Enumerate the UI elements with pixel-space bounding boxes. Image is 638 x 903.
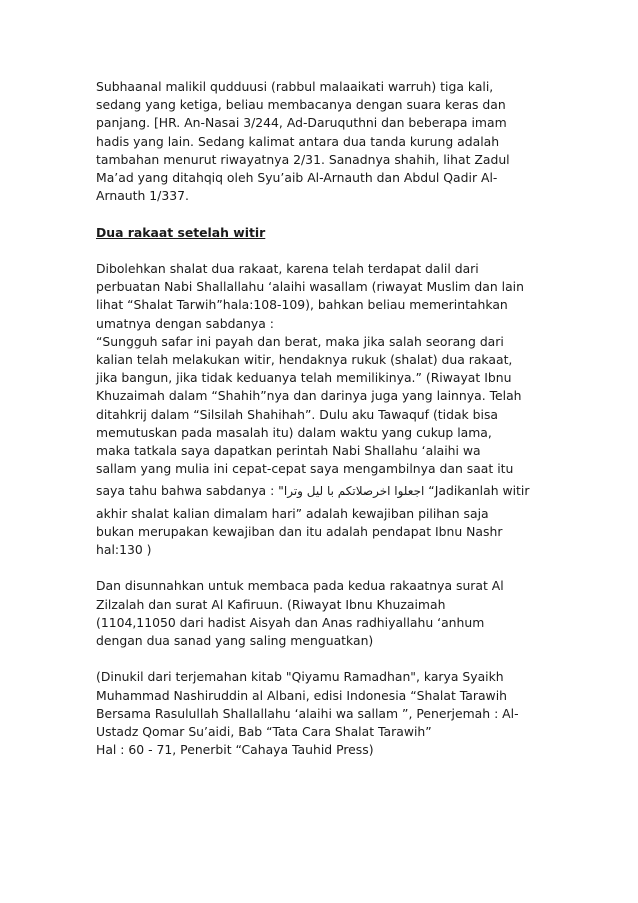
paragraph-source xyxy=(96,668,548,759)
text-line: umatnya dengan sabdanya : xyxy=(96,315,274,331)
text-line: memutuskan pada masalah itu) dalam waktu yang cukup lama, xyxy=(96,424,492,440)
text-line: lihat “Shalat Tarwih”hala:108-109), bahkan beliau memerintahkan xyxy=(96,297,508,313)
text-line: Hal : 60 - 71, Penerbit “Cahaya Tauhid Press) xyxy=(96,742,374,758)
text-line: sallam yang mulia ini cepat-cepat saya mengambilnya dan saat itu xyxy=(96,461,514,477)
document-page xyxy=(96,78,548,778)
text-line: Ustadz Qomar Su’aidi, Bab “Tata Cara Shalat Tarawih” xyxy=(96,724,432,740)
section-heading: Dua rakaat setelah witir xyxy=(96,224,266,240)
paragraph-sunnah xyxy=(96,577,548,650)
text-line: sedang yang ketiga, beliau membacanya dengan suara keras dan xyxy=(96,97,506,113)
text-line: hadis yang lain. Sedang kalimat antara dua tanda kurung adalah xyxy=(96,133,500,149)
text-line: perbuatan Nabi Shallallahu ‘alaihi wasallam (riwayat Muslim dan lain xyxy=(96,279,524,295)
text-line: Khuzaimah dalam “Shahih”nya dan darinya juga yang lainnya. Telah xyxy=(96,388,522,404)
text-line: Ma’ad yang ditahqiq oleh Syu’aib Al-Arnauth dan Abdul Qadir Al- xyxy=(96,170,498,186)
text-line: bukan merupakan kewajiban dan itu adalah pendapat Ibnu Nashr xyxy=(96,523,503,539)
text-line: (1104,11050 dari hadist Aisyah dan Anas radhiyallahu ‘anhum xyxy=(96,614,485,630)
arabic-quote-line xyxy=(96,482,548,500)
text-line: ditahkrij dalam “Silsilah Shahihah”. Dulu aku Tawaquf (tidak bisa xyxy=(96,406,499,422)
text-line: Zilzalah dan surat Al Kafiruun. (Riwayat Ibnu Khuzaimah xyxy=(96,596,446,612)
text-line: kalian telah melakukan witir, hendaknya rukuk (shalat) dua rakaat, xyxy=(96,352,513,368)
arabic-suffix: “Jadikanlah witir xyxy=(428,483,530,499)
text-line: akhir shalat kalian dimalam hari” adalah kewajiban pilihan saja xyxy=(96,505,489,521)
arabic-prefix: saya tahu bahwa sabdanya : " xyxy=(96,483,284,499)
paragraph-subhaanal xyxy=(96,78,548,205)
paragraph-dua-rakaat xyxy=(96,260,548,559)
text-line: hal:130 ) xyxy=(96,542,152,558)
text-line: tambahan menurut riwayatnya 2/31. Sanadnya shahih, lihat Zadul xyxy=(96,151,510,167)
text-line: dengan dua sanad yang saling menguatkan) xyxy=(96,633,374,649)
text-line: Arnauth 1/337. xyxy=(96,188,189,204)
paragraph-spacer xyxy=(96,559,548,577)
text-line: jika bangun, jika tidak keduanya telah memilikinya.” (Riwayat Ibnu xyxy=(96,370,512,386)
text-line: (Dinukil dari terjemahan kitab "Qiyamu Ramadhan", karya Syaikh xyxy=(96,669,504,685)
text-line: “Sungguh safar ini payah dan berat, maka jika salah seorang dari xyxy=(96,333,504,349)
arabic-text: اجعلوا اخرصلاتكم با ليل وترا xyxy=(283,484,425,499)
text-line: Subhaanal malikil qudduusi (rabbul malaaikati warruh) tiga kali, xyxy=(96,79,494,94)
text-line: Bersama Rasulullah Shallallahu ‘alaihi wa sallam ”, Penerjemah : Al- xyxy=(96,705,519,721)
text-line: panjang. [HR. An-Nasai 3/244, Ad-Daruquthni dan beberapa imam xyxy=(96,115,507,131)
text-line: Dibolehkan shalat dua rakaat, karena telah terdapat dalil dari xyxy=(96,261,479,276)
text-line: Dan disunnahkan untuk membaca pada kedua rakaatnya surat Al xyxy=(96,578,504,594)
text-line: Muhammad Nashiruddin al Albani, edisi Indonesia “Shalat Tarawih xyxy=(96,687,507,703)
text-line: maka tatkala saya dapatkan perintah Nabi Shallahu ‘alaihi wa xyxy=(96,443,481,459)
